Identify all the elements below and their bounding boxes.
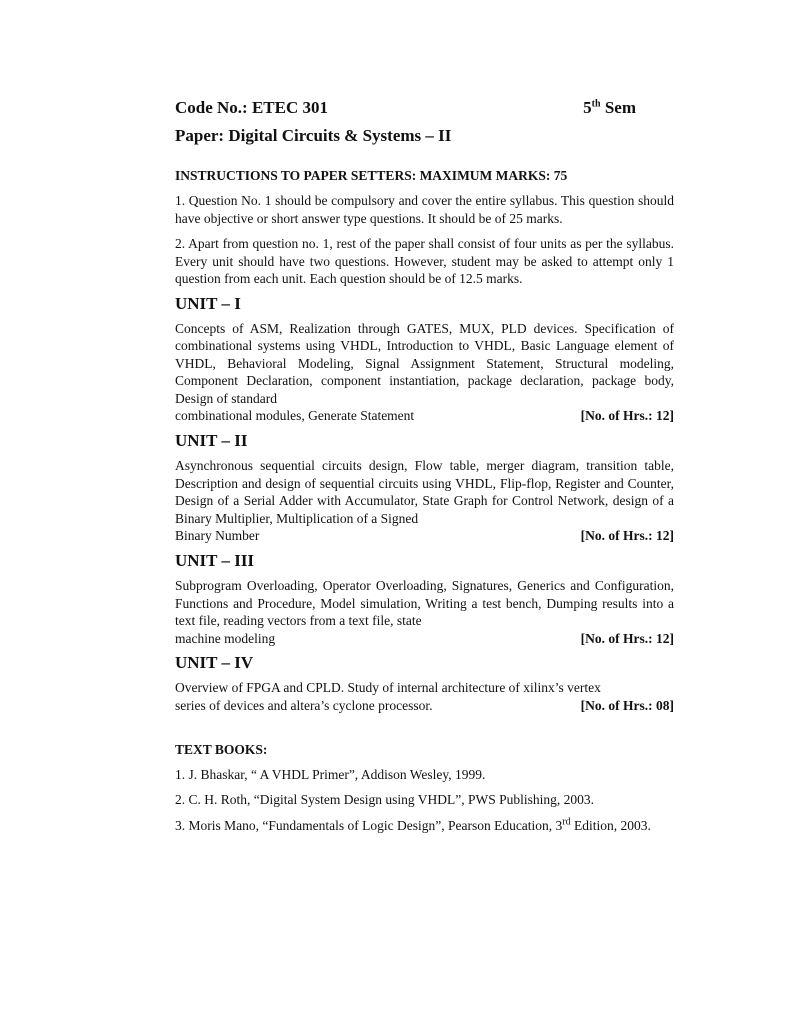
paper-title: Paper: Digital Circuits & Systems – II	[175, 126, 452, 145]
instruction-point-1: 1. Question No. 1 should be compulsory and cover the entire syllabus. This question should have objective or short answer type questions. It should be of 25 marks.	[175, 193, 674, 226]
unit-description-end: combinational modules, Generate Statement	[175, 408, 415, 424]
unit-last-line	[175, 527, 674, 545]
unit-last-line	[175, 630, 674, 648]
unit-title: UNIT – I	[175, 293, 241, 313]
semester	[583, 98, 636, 118]
unit-body	[175, 679, 674, 714]
syllabus-content	[175, 98, 674, 834]
text-book-3-superscript: rd	[562, 816, 571, 828]
text-book-3-end: Edition, 2003.	[570, 817, 651, 833]
unit-last-line	[175, 697, 674, 715]
text-books-heading: TEXT BOOKS:	[175, 741, 268, 757]
text-book-1: 1. J. Bhaskar, “ A VHDL Primer”, Addison Wesley, 1999.	[175, 766, 486, 782]
unit-description-end: series of devices and altera’s cyclone processor.	[175, 698, 433, 713]
unit-body	[175, 320, 674, 426]
unit-description: Concepts of ASM, Realization through GATES, MUX, PLD devices. Specification of combinational systems using VHDL, Introduction to VHDL, Basic Language element of VHDL, Behavioral Modeling, Signal Assignment Statement, Structural modeling, Component Declaration, component instantiation, package declaration, package body, Design of standard	[175, 320, 674, 406]
unit-description: Overview of FPGA and CPLD. Study of internal architecture of xilinx’s vertex	[175, 680, 601, 696]
unit-3	[175, 551, 674, 647]
semester-word: Sem	[600, 98, 636, 117]
course-code: Code No.: ETEC 301	[175, 98, 329, 117]
semester-number: 5	[583, 98, 592, 117]
text-book-3-main: 3. Moris Mano, “Fundamentals of Logic Design”, Pearson Education, 3	[175, 817, 563, 833]
unit-description-end: Binary Number	[175, 528, 260, 544]
unit-hours: [No. of Hrs.: 12]	[580, 408, 674, 424]
unit-body	[175, 577, 674, 647]
unit-4	[175, 653, 674, 714]
unit-last-line	[175, 407, 674, 425]
unit-title: UNIT – III	[175, 551, 255, 571]
unit-title: UNIT – IV	[175, 653, 254, 673]
unit-hours: [No. of Hrs.: 12]	[580, 630, 674, 646]
unit-description: Asynchronous sequential circuits design, Flow table, merger diagram, transition table, Description and design of sequential circuits using VHDL, Flip-flop, Register and Counter, Design of a Serial Adder with Accumulator, State Graph for Control Network, design of a Binary Multiplier, Multiplication of a Signed	[175, 458, 674, 526]
header-row	[175, 98, 674, 118]
instruction-point-2: 2. Apart from question no. 1, rest of the paper shall consist of four units as per the syllabus. Every unit should have two questions. However, student may be asked to attempt only 1 question from each unit. Each question should be of 12.5 marks.	[175, 236, 674, 286]
unit-hours: [No. of Hrs.: 12]	[580, 528, 674, 544]
unit-2	[175, 431, 674, 545]
text-book-3	[175, 817, 674, 835]
text-book-2: 2. C. H. Roth, “Digital System Design using VHDL”, PWS Publishing, 2003.	[175, 792, 595, 808]
unit-description: Subprogram Overloading, Operator Overloading, Signatures, Generics and Configuration, Functions and Procedure, Model simulation, Writing a test bench, Dumping results into a text file, reading vectors from a text file, state	[175, 578, 674, 629]
unit-hours: [No. of Hrs.: 08]	[580, 698, 674, 713]
unit-body	[175, 457, 674, 545]
instructions-heading: INSTRUCTIONS TO PAPER SETTERS: MAXIMUM MARKS: 75	[175, 168, 568, 183]
unit-description-end: machine modeling	[175, 630, 276, 646]
unit-1	[175, 294, 674, 426]
unit-title: UNIT – II	[175, 431, 248, 451]
semester-suffix: th	[591, 98, 601, 110]
